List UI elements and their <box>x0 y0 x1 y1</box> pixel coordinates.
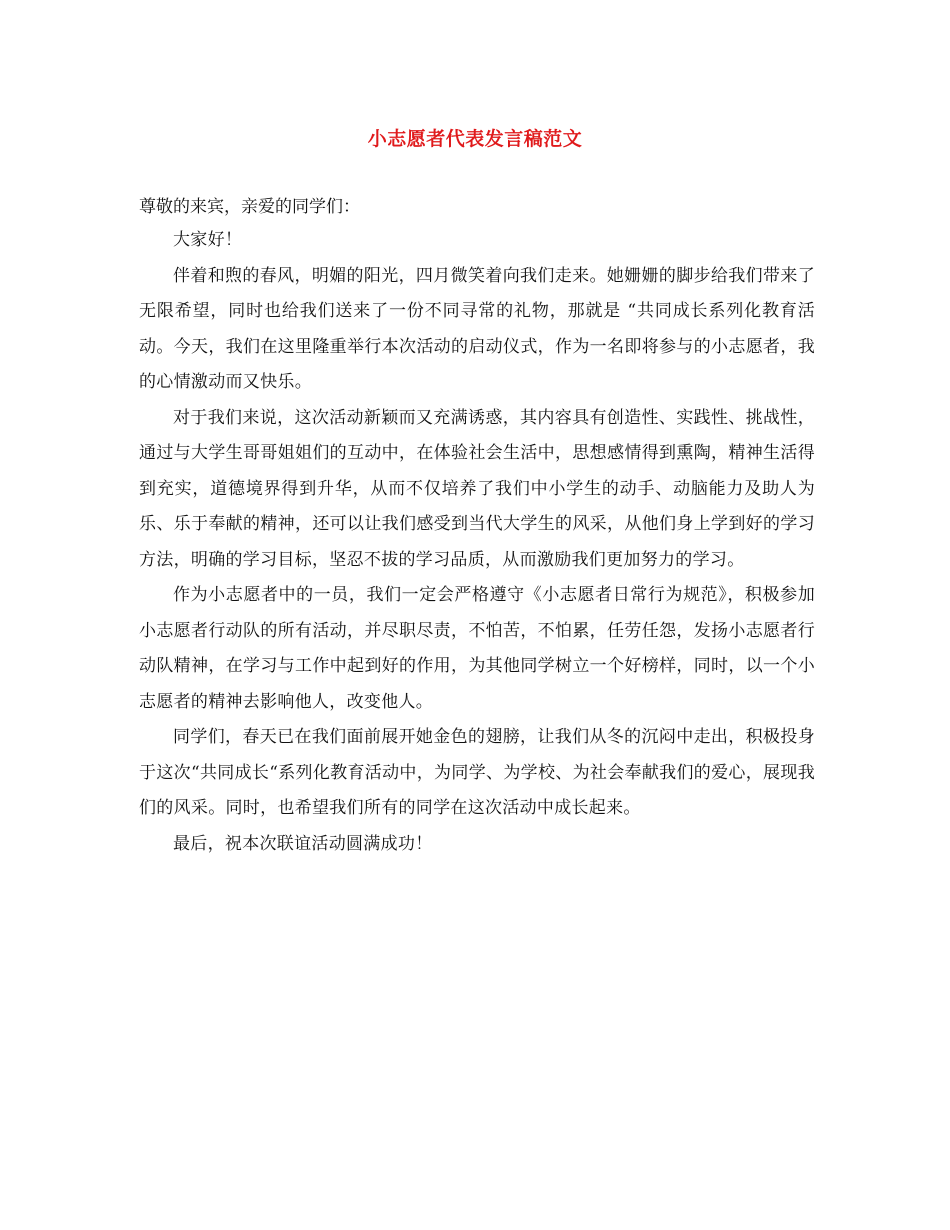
body-paragraph-spring: 伴着和煦的春风，明媚的阳光，四月微笑着向我们走来。她姗姗的脚步给我们带来了无限希望，同时也给我们送来了一份不同寻常的礼物，那就是 “共同成长系列化教育活动。今天，我们在这里隆重举行本次活动的启动仪式，作为一名即将参与的小志愿者，我的心情激动而又快乐。 <box>139 265 815 392</box>
body-paragraph-activity: 对于我们来说，这次活动新颖而又充满诱惑，其内容具有创造性、实践性、挑战性，通过与大学生哥哥姐姐们的互动中，在体验社会生活中，思想感情得到熏陶，精神生活得到充实，道德境界得到升华，从而不仅培养了我们中小学生的动手、动脑能力及助人为乐、乐于奉献的精神，还可以让我们感受到当代大学生的风采，从他们身上学到好的学习方法，明确的学习目标，坚忍不拔的学习品质，从而激励我们更加努力的学习。 <box>139 407 815 570</box>
body-paragraph-commitment: 作为小志愿者中的一员，我们一定会严格遵守《小志愿者日常行为规范》，积极参加小志愿者行动队的所有活动，并尽职尽责，不怕苦，不怕累，任劳任怨，发扬小志愿者行动队精神，在学习与工作中起到好的作用，为其他同学树立一个好榜样，同时，以一个小志愿者的精神去影响他人，改变他人。 <box>139 585 815 712</box>
body-paragraph-appeal: 同学们，春天已在我们面前展开她金色的翅膀，让我们从冬的沉闷中走出，积极投身于这次“共同成长“系列化教育活动中，为同学、为学校、为社会奉献我们的爱心，展现我们的风采。同时，也希望我们所有的同学在这次活动中成长起来。 <box>139 727 815 818</box>
document-title: 小志愿者代表发言稿范文 <box>367 128 583 150</box>
closing-paragraph: 最后，祝本次联谊活动圆满成功！ <box>173 833 433 854</box>
salutation-line: 尊敬的来宾，亲爱的同学们： <box>139 197 360 217</box>
document-body <box>139 191 815 862</box>
greeting-paragraph: 大家好！ <box>173 230 243 250</box>
